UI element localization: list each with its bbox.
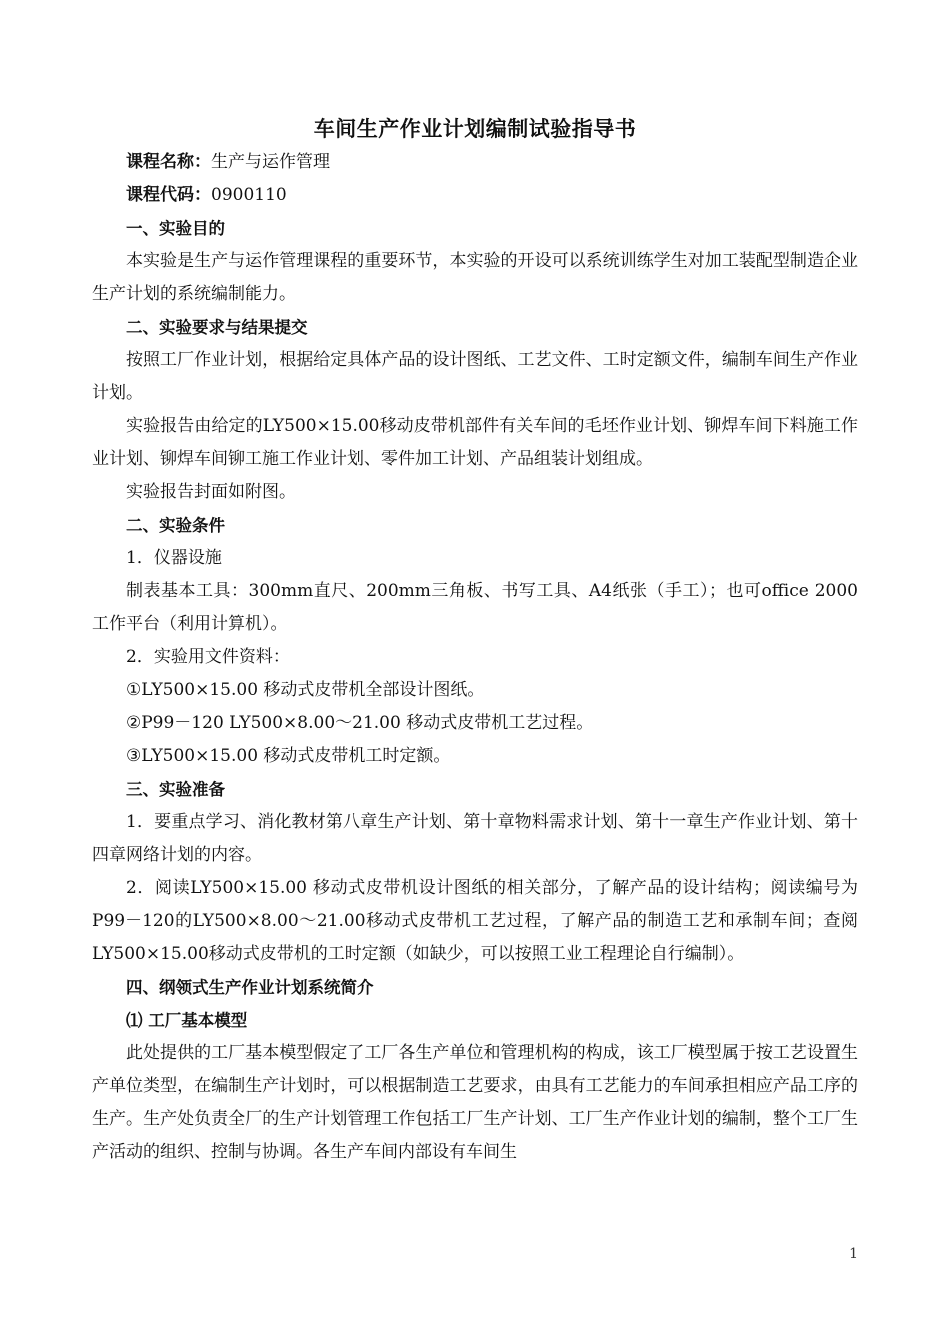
conditions-item-2: 2．实验用文件资料： (126, 647, 290, 667)
paragraph-objective: 本实验是生产与运作管理课程的重要环节，本实验的开设可以系统训练学生对加工装配型制造企业生产计划的系统编制能力。 (92, 251, 858, 304)
paragraph-requirements-1: 按照工厂作业计划，根据给定具体产品的设计图纸、工艺文件、工时定额文件，编制车间生产作业计划。 (92, 350, 858, 403)
course-name-label: 课程名称： (126, 152, 211, 172)
course-name-line (92, 146, 858, 179)
section-heading-objective: 一、实验目的 (126, 219, 225, 238)
document-list-item-1: ①LY500×15.00 移动式皮带机全部设计图纸。 (126, 680, 485, 700)
document-title: 车间生产作业计划编制试验指导书 (313, 117, 637, 141)
paragraph-requirements-2: 实验报告由给定的LY500×15.00移动皮带机部件有关车间的毛坯作业计划、铆焊车间下料施工作业计划、铆焊车间铆工施工作业计划、零件加工计划、产品组装计划组成。 (92, 416, 858, 469)
paragraph-preparation-2: 2．阅读LY500×15.00 移动式皮带机设计图纸的相关部分，了解产品的设计结构；阅读编号为P99－120的LY500×8.00～21.00移动式皮带机工艺过程，了解产品的制造工艺和承制车间；查阅LY500×15.00移动式皮带机的工时定额（如缺少，可以按照工业工程理论自行编制）。 (92, 878, 858, 964)
course-code-line (92, 179, 858, 212)
paragraph-tools: 制表基本工具：300mm直尺、200mm三角板、书写工具、A4纸张（手工）；也可office 2000工作平台（利用计算机）。 (92, 581, 858, 634)
course-name-value: 生产与运作管理 (211, 152, 330, 172)
document-list-item-2: ②P99－120 LY500×8.00～21.00 移动式皮带机工艺过程。 (126, 713, 594, 733)
paragraph-requirements-3: 实验报告封面如附图。 (126, 482, 296, 502)
document-list-item-3: ③LY500×15.00 移动式皮带机工时定额。 (126, 746, 451, 766)
section-heading-preparation: 三、实验准备 (126, 780, 225, 799)
section-heading-requirements: 二、实验要求与结果提交 (126, 318, 308, 337)
section-heading-system-intro: 四、纲领式生产作业计划系统简介 (126, 978, 374, 997)
course-code-label: 课程代码： (126, 185, 211, 205)
page-number: 1 (849, 1246, 858, 1262)
conditions-item-1: 1．仪器设施 (126, 548, 222, 568)
paragraph-preparation-1: 1．要重点学习、消化教材第八章生产计划、第十章物料需求计划、第十一章生产作业计划、第十四章网络计划的内容。 (92, 812, 858, 865)
paragraph-factory-model: 此处提供的工厂基本模型假定了工厂各生产单位和管理机构的构成，该工厂模型属于按工艺设置生产单位类型，在编制生产计划时，可以根据制造工艺要求，由具有工艺能力的车间承担相应产品工序的生产。生产处负责全厂的生产计划管理工作包括工厂生产计划、工厂生产作业计划的编制，整个工厂生产活动的组织、控制与协调。各生产车间内部设有车间生 (92, 1043, 858, 1162)
course-code-value: 0900110 (211, 185, 287, 205)
subsection-heading-factory-model: ⑴ 工厂基本模型 (126, 1011, 248, 1030)
section-heading-conditions: 二、实验条件 (126, 516, 225, 535)
